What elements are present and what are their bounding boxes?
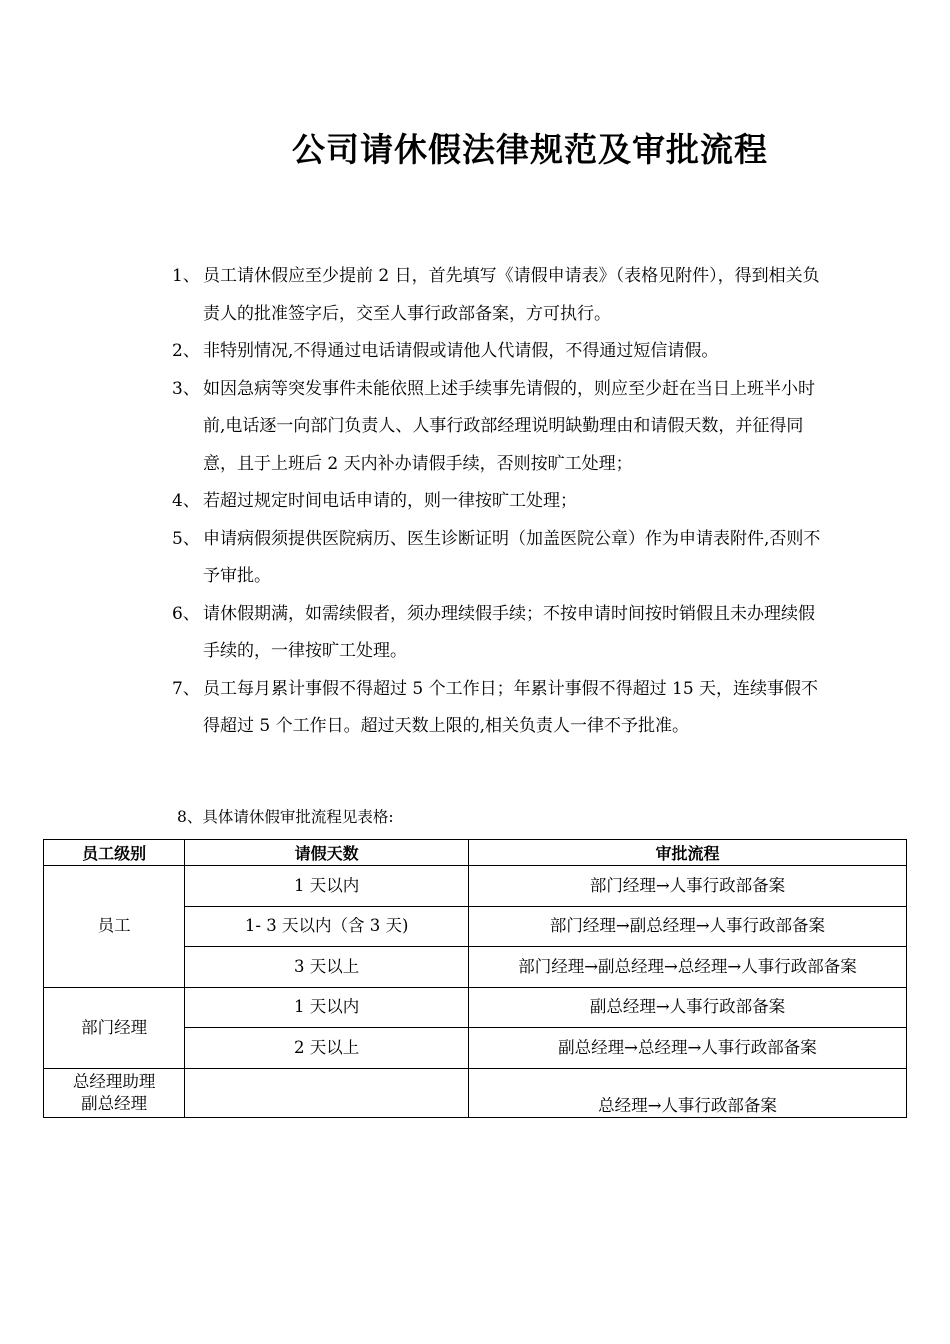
approval-flow-cell: 总经理→人事行政部备案 (468, 1068, 906, 1117)
employee-level-cell (44, 1068, 185, 1117)
leave-days-cell: 2 天以上 (185, 1028, 469, 1069)
approval-flow-cell: 部门经理→人事行政部备案 (468, 866, 906, 907)
employee-level-cell: 员工 (44, 866, 185, 988)
approval-flow-table (43, 839, 907, 1118)
leave-days-cell: 1- 3 天以内（含 3 天) (185, 906, 469, 947)
rule-item-5 (172, 521, 822, 596)
rule-number: 1、 (172, 266, 200, 286)
leave-days-cell: 1 天以内 (185, 866, 469, 907)
header-leave-days: 请假天数 (185, 840, 469, 866)
rule-item-2 (172, 333, 822, 371)
rule-text: 如因急病等突发事件未能依照上述手续事先请假的，则应至少赶在当日上班半小时前,电话逐一向部门负责人、人事行政部经理说明缺勤理由和请假天数，并征得同意，且于上班后 2 天内补办请假手续，否则按旷工处理； (203, 378, 815, 474)
leave-days-cell (185, 1068, 469, 1117)
rule-text: 非特别情况,不得通过电话请假或请他人代请假，不得通过短信请假。 (203, 341, 719, 361)
table-header-row (44, 840, 907, 866)
document-title: 公司请休假法律规范及审批流程 (292, 130, 768, 169)
rules-list (172, 258, 822, 746)
rule-number: 2、 (172, 341, 200, 361)
table-row (44, 1068, 907, 1117)
rule-text: 若超过规定时间电话申请的，则一律按旷工处理； (203, 491, 577, 511)
table-row (44, 987, 907, 1028)
approval-flow-cell: 部门经理→副总经理→人事行政部备案 (468, 906, 906, 947)
rule-text: 请休假期满，如需续假者，须办理续假手续；不按申请时间按时销假且未办理续假手续的，一律按旷工处理。 (203, 603, 815, 661)
approval-flow-cell: 副总经理→人事行政部备案 (468, 987, 906, 1028)
employee-level-line: 副总经理 (81, 1093, 148, 1113)
rule-item-4 (172, 483, 822, 521)
leave-days-cell: 3 天以上 (185, 947, 469, 988)
rule-number: 3、 (172, 378, 200, 399)
rule-number: 4、 (172, 491, 200, 511)
rule-text: 员工每月累计事假不得超过 5 个工作日；年累计事假不得超过 15 天，连续事假不得超过 5 个工作日。超过天数上限的,相关负责人一律不予批准。 (203, 678, 819, 736)
rule-item-6 (172, 596, 822, 671)
approval-flow-cell: 副总经理→总经理→人事行政部备案 (468, 1028, 906, 1069)
rule-number: 6、 (172, 603, 200, 624)
approval-flow-cell: 部门经理→副总经理→总经理→人事行政部备案 (468, 947, 906, 988)
rule-number: 5、 (172, 528, 200, 549)
table-intro-note: 8、具体请休假审批流程见表格: (177, 808, 394, 826)
employee-level-line: 总经理助理 (72, 1071, 156, 1091)
employee-level-cell: 部门经理 (44, 987, 185, 1068)
rule-number: 7、 (172, 678, 200, 699)
rule-item-1 (172, 258, 822, 333)
rule-text: 员工请休假应至少提前 2 日，首先填写《请假申请表》（表格见附件），得到相关负责人的批准签字后，交至人事行政部备案，方可执行。 (203, 266, 820, 324)
header-employee-level: 员工级别 (44, 840, 185, 866)
table-row (44, 866, 907, 907)
rule-item-7 (172, 671, 822, 746)
leave-days-cell: 1 天以内 (185, 987, 469, 1028)
rule-text: 申请病假须提供医院病历、医生诊断证明（加盖医院公章）作为申请表附件,否则不予审批。 (203, 528, 821, 586)
header-approval-flow: 审批流程 (468, 840, 906, 866)
rule-item-3 (172, 371, 822, 484)
